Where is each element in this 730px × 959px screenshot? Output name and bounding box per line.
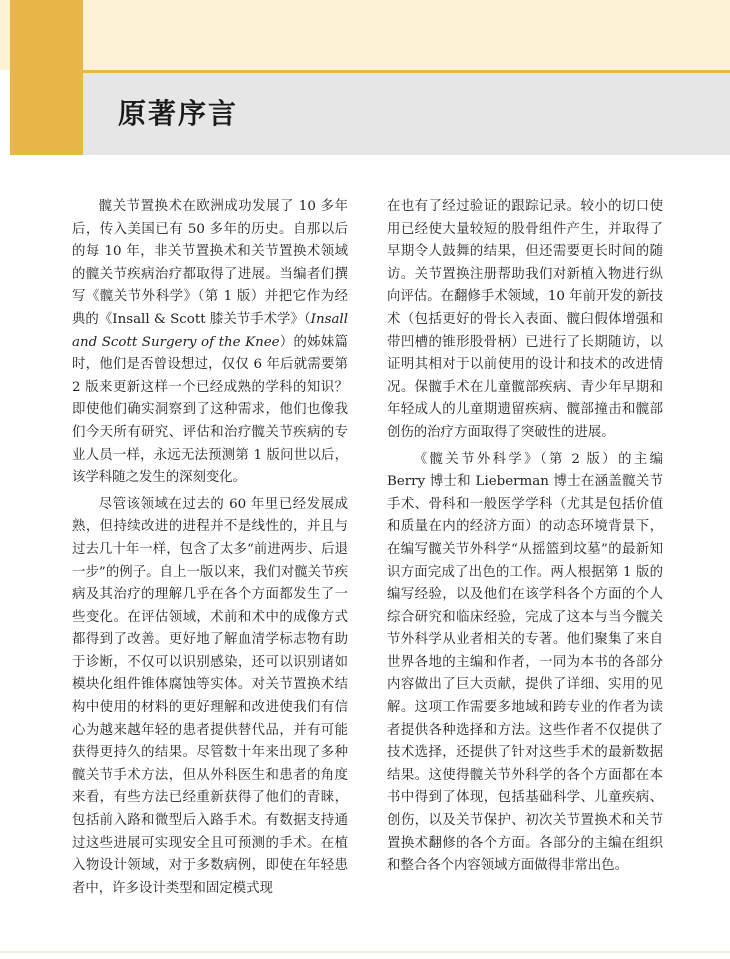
paragraph-2: 尽管该领域在过去的 60 年里已经发展成熟，但持续改进的进程并不是线性的，并且与过去几十年一样，包含了太多“前进两步、后退一步”的例子。自上一版以来，我们对髋关节疾病及其治疗的理解几乎在各个方面都发生了一些变化。在评估领域，术前和术中的成像方式都得到了改善。更好地了解血清学标志物有助于诊断，不仅可以识别感染，还可以识别诸如模块化组件锥体腐蚀等实体。对关节置换术结构中使用的材料的更好理解和改进使我们有信心为越来越年轻的患者提供替代品，并有可能获得更持久的结果。尽管数十年来出现了多种髋关节手术方法，但从外科医生和患者的角度来看，有些方法已经重新获得了他们的青睐，包括前入路和微型后入路手术。有数据支持通过这些进展可实现安全且可预测的手术。在植入物设计领域，对于多数病例，即使在年轻患者中，许多设计类型和固定模式现 — [72, 496, 348, 896]
right-column — [387, 196, 663, 878]
header-background — [0, 0, 730, 70]
page-bottom-edge — [0, 951, 730, 953]
paragraph-2-continued: 在也有了经过验证的跟踪记录。较小的切口使用已经使大量较短的股骨组件产生，并取得了早期令人鼓舞的结果，但还需要更长时间的随访。关节置换注册帮助我们对新植入物进行纵向评估。在翻修手术领域，10 年前开发的新技术（包括更好的骨长入表面、髋臼假体增强和带凹槽的锥形股骨柄）已进行了长期随访，以证明其相对于以前使用的设计和技术的改进情况。保髋手术在儿童髋部疾病、青少年早期和年轻成人的儿童期遗留疾病、髋部撞击和髋部创伤的治疗方面取得了突破性的进展。 — [387, 199, 663, 440]
left-column — [72, 196, 348, 900]
page-title: 原著序言 — [118, 97, 239, 130]
paragraph-1 — [72, 196, 348, 490]
paragraph-1-text-a: 髋关节置换术在欧洲成功发展了 10 多年后，传入美国已有 50 多年的历史。自那以后的每 10 年，非关节置换术和关节置换术领域的髋关节疾病治疗都取得了进展。当编者们撰写《髋关节外科学》（第 1 版）并把它作为经典的《Insall & Scott 膝关节手术学》（ — [72, 199, 348, 327]
paragraph-3: 《髋关节外科学》（第 2 版）的主编 Berry 博士和 Lieberman 博士在涵盖髋关节手术、骨科和一般医学学科（尤其是包括价值和质量在内的经济方面）的动态环境背景下，在编写髋关节外科学“从摇篮到坟墓”的最新知识方面完成了出色的工作。两人根据第 1 版的编写经验，以及他们在该学科各个方面的个人综合研究和临床经验，完成了这本与当今髋关节外科学从业者相关的专著。他们聚集了来自世界各地的主编和作者，一同为本书的各部分内容做出了巨大贡献，提供了详细、实用的见解。这项工作需要多地域和跨专业的作者为读者提供各种选择和方法。这些作者不仅提供了技术选择，还提供了针对这些手术的最新数据结果。这使得髋关节外科学的各个方面都在本书中得到了体现，包括基础科学、儿童疾病、创伤，以及关节保护、初次关节置换术和关节置换术翻修的各个方面。各部分的主编在组织和整合各个内容领域方面做得非常出色。 — [387, 451, 663, 874]
paragraph-1-text-b: ）的姊妹篇时，他们是否曾设想过，仅仅 6 年后就需要第 2 版来更新这样一个已经成熟的学科的知识？即使他们确实洞察到了这种需求，他们也像我们今天所有研究、评估和治疗髋关节疾病的专业人员一样，永远无法预测第 1 版问世以后，该学科随之发生的深刻变化。 — [72, 334, 348, 486]
chapter-accent-block — [10, 0, 83, 155]
book-title-english: Insall and Scott Surgery of the Knee — [72, 311, 348, 350]
